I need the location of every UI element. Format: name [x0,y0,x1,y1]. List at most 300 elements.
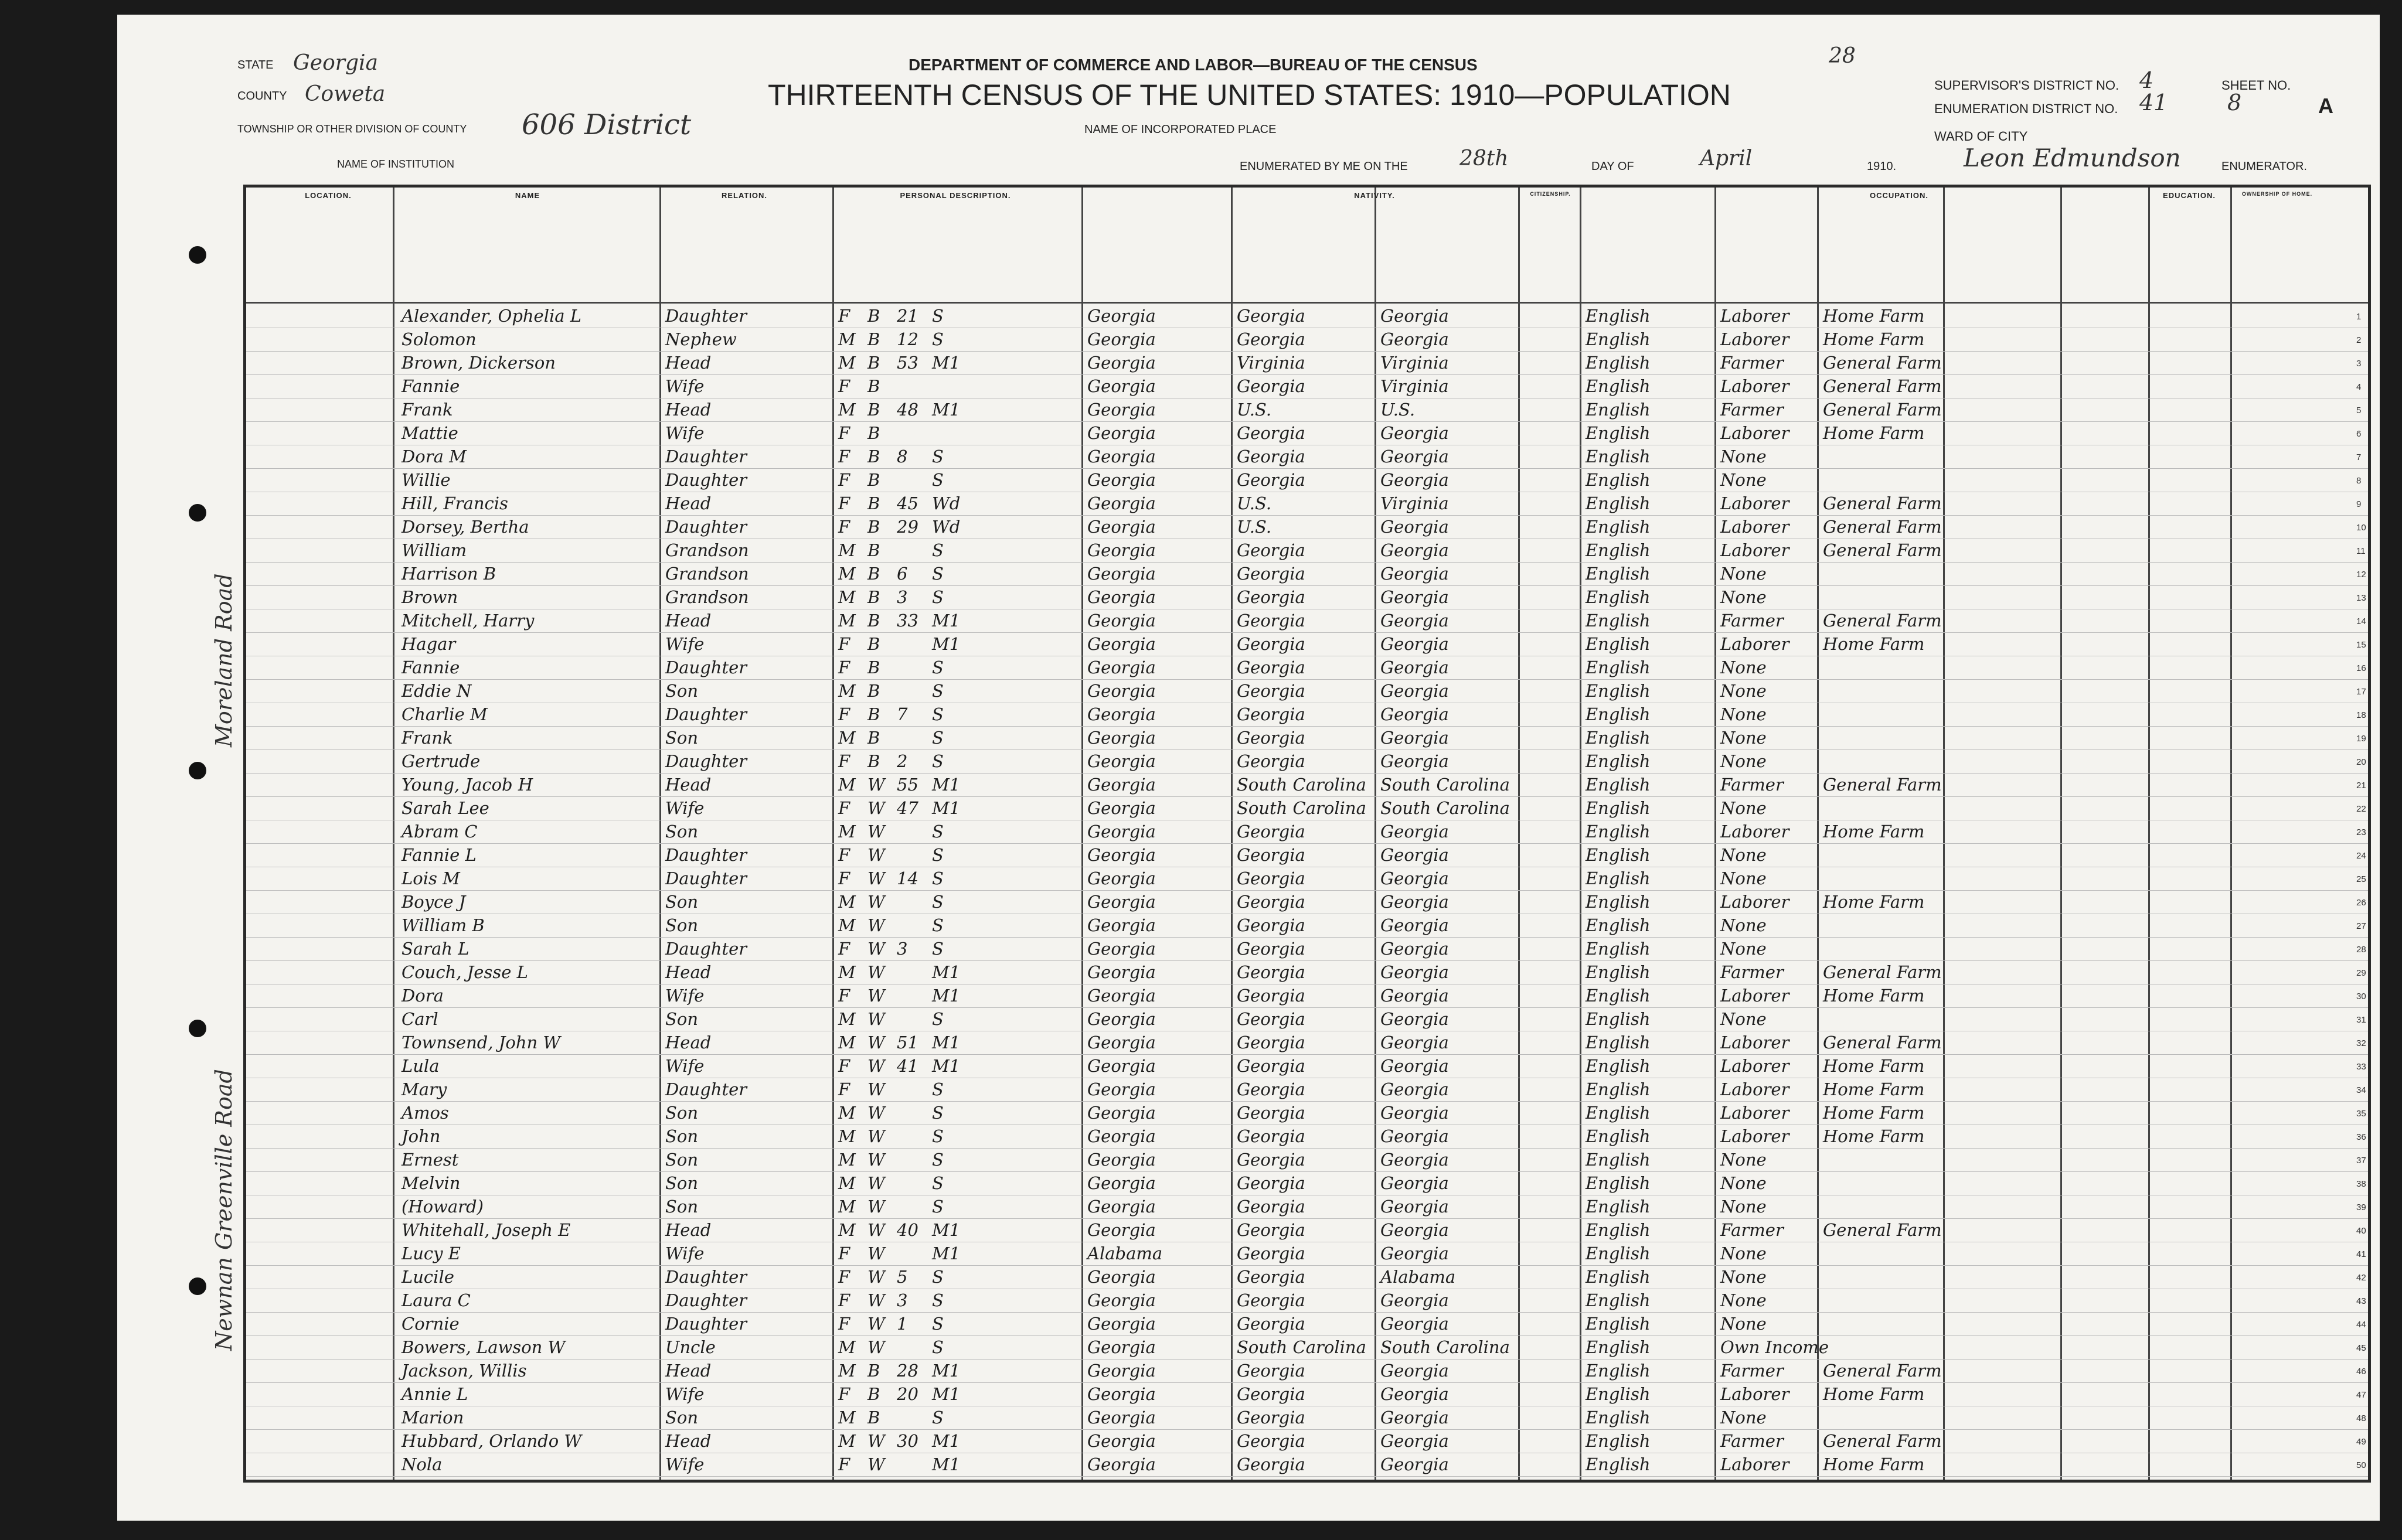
cell-birth: Georgia [1087,517,1156,537]
cell-father: Georgia [1237,1103,1305,1123]
cell-name: Gertrude [402,751,481,771]
cell-industry: Home Farm [1823,892,1925,912]
cell-relation: Son [665,915,699,935]
cell-birth: Georgia [1087,1267,1156,1287]
enumerated-label: ENUMERATED BY ME ON THE [1240,160,1408,173]
cell-mother: Georgia [1380,1126,1449,1146]
cell-marital: S [932,728,944,748]
cell-sex: F [838,493,850,513]
cell-race: W [867,798,885,818]
cell-birth: Georgia [1087,447,1156,466]
table-row [246,398,2368,422]
cell-trade: Laborer [1720,822,1789,841]
cell-birth: Georgia [1087,376,1156,396]
cell-father: South Carolina [1237,1337,1366,1357]
cell-race: W [867,1033,885,1052]
cell-marital: S [932,845,944,865]
cell-sex: M [838,1173,856,1193]
cell-industry: General Farm [1823,376,1942,396]
cell-birth: Georgia [1087,1361,1156,1381]
cell-marital: S [932,1009,944,1029]
cell-father: Georgia [1237,1384,1305,1404]
col-occupation: OCCUPATION. [1869,191,1929,200]
cell-birth: Georgia [1087,1384,1156,1404]
line-number: 23 [2356,827,2366,837]
cell-relation: Wife [665,376,705,396]
cell-birth: Georgia [1087,1454,1156,1474]
cell-father: Georgia [1237,657,1305,677]
cell-relation: Daughter [665,751,747,771]
line-number: 42 [2356,1273,2366,1283]
cell-race: B [867,493,880,513]
cell-sex: F [838,447,850,466]
cell-name: Mary [402,1079,447,1099]
cell-mother: Georgia [1380,822,1449,841]
cell-industry: Home Farm [1823,1079,1925,1099]
road-note-lower: Newnan Greenville Road [211,1069,237,1351]
cell-age: 5 [897,1267,908,1287]
cell-relation: Son [665,1408,699,1427]
census-title: THIRTEENTH CENSUS OF THE UNITED STATES: 1910—POPULATION [768,79,1731,111]
cell-birth: Georgia [1087,1056,1156,1076]
cell-mother: Georgia [1380,517,1449,537]
cell-sex: M [838,1103,856,1123]
cell-race: B [867,400,880,420]
cell-birth: Georgia [1087,1408,1156,1427]
cell-age: 14 [897,868,918,888]
cell-name: William B [402,915,485,935]
cell-marital: M1 [932,1431,961,1451]
table-row [246,1453,2368,1477]
cell-father: Georgia [1237,1431,1305,1451]
cell-marital: S [932,1126,944,1146]
line-number: 6 [2356,429,2362,439]
cell-trade: Laborer [1720,517,1789,537]
cell-marital: M1 [932,1361,961,1381]
enumerator-label: ENUMERATOR. [2221,160,2307,173]
cell-industry: Home Farm [1823,1126,1925,1146]
table-row [246,844,2368,867]
cell-age: 33 [897,611,918,631]
cell-marital: S [932,1267,944,1287]
cell-industry: Home Farm [1823,986,1925,1006]
cell-industry: General Farm [1823,775,1942,795]
cell-sex: F [838,868,850,888]
cell-birth: Georgia [1087,1290,1156,1310]
cell-industry: Home Farm [1823,1103,1925,1123]
cell-father: Georgia [1237,1009,1305,1029]
line-number: 32 [2356,1038,2366,1048]
cell-industry: General Farm [1823,611,1942,631]
cell-sex: F [838,1267,850,1287]
cell-father: Georgia [1237,1243,1305,1263]
line-number: 18 [2356,710,2366,720]
cell-name: Nola [402,1454,443,1474]
enumerated-day: 28th [1459,146,1509,171]
cell-name: John [402,1126,441,1146]
cell-birth: Georgia [1087,400,1156,420]
cell-language: English [1586,962,1651,982]
cell-father: Georgia [1237,611,1305,631]
cell-birth: Georgia [1087,1150,1156,1170]
line-number: 38 [2356,1179,2366,1189]
cell-sex: F [838,306,850,326]
cell-father: Georgia [1237,329,1305,349]
cell-race: W [867,939,885,959]
cell-sex: M [838,540,856,560]
line-number: 24 [2356,851,2366,861]
line-number: 17 [2356,687,2366,697]
cell-mother: Georgia [1380,1243,1449,1263]
cell-mother: Georgia [1380,1314,1449,1334]
cell-race: B [867,704,880,724]
cell-mother: Georgia [1380,587,1449,607]
cell-father: Georgia [1237,1454,1305,1474]
cell-race: W [867,962,885,982]
cell-sex: M [838,1431,856,1451]
cell-mother: Georgia [1380,1384,1449,1404]
enumeration-district-label: ENUMERATION DISTRICT NO. [1934,101,2118,116]
cell-birth: Georgia [1087,1314,1156,1334]
cell-mother: Georgia [1380,1079,1449,1099]
line-number: 43 [2356,1296,2366,1306]
cell-race: W [867,1314,885,1334]
cell-relation: Wife [665,1454,705,1474]
cell-language: English [1586,1384,1651,1404]
table-row [246,469,2368,492]
table-row [246,703,2368,727]
cell-trade: Laborer [1720,423,1789,443]
table-row [246,656,2368,680]
cell-race: B [867,657,880,677]
line-number: 21 [2356,781,2366,791]
cell-industry: Home Farm [1823,1454,1925,1474]
cell-trade: Laborer [1720,306,1789,326]
cell-father: Georgia [1237,1033,1305,1052]
table-row [246,938,2368,961]
cell-birth: Georgia [1087,1197,1156,1217]
cell-trade: Farmer [1720,353,1784,373]
cell-name: Solomon [402,329,477,349]
table-row [246,1383,2368,1406]
cell-marital: S [932,564,944,584]
cell-age: 40 [897,1220,918,1240]
cell-trade: Laborer [1720,1103,1789,1123]
cell-language: English [1586,704,1651,724]
cell-marital: S [932,447,944,466]
cell-mother: Georgia [1380,868,1449,888]
cell-father: Georgia [1237,376,1305,396]
table-row [246,516,2368,539]
cell-language: English [1586,611,1651,631]
table-row [246,1008,2368,1031]
cell-mother: Georgia [1380,1220,1449,1240]
cell-race: W [867,1009,885,1029]
cell-race: W [867,822,885,841]
cell-mother: Virginia [1380,376,1449,396]
cell-name: Young, Jacob H [402,775,533,795]
cell-name: Hagar [402,634,456,654]
col-citizenship: CITIZENSHIP. [1530,191,1571,197]
cell-marital: M1 [932,1384,961,1404]
cell-industry: General Farm [1823,1431,1942,1451]
cell-name: Frank [402,728,453,748]
cell-birth: Georgia [1087,1126,1156,1146]
cell-language: English [1586,329,1651,349]
cell-birth: Alabama [1087,1243,1163,1263]
line-number: 9 [2356,499,2362,509]
cell-birth: Georgia [1087,986,1156,1006]
cell-language: English [1586,306,1651,326]
cell-marital: M1 [932,1056,961,1076]
line-number: 11 [2356,546,2366,556]
punch-hole [189,1020,206,1037]
cell-language: English [1586,564,1651,584]
cell-name: Frank [402,400,453,420]
cell-birth: Georgia [1087,728,1156,748]
county-value: Coweta [305,82,386,106]
cell-age: 12 [897,329,918,349]
cell-sex: M [838,728,856,748]
cell-language: English [1586,400,1651,420]
line-number: 33 [2356,1062,2366,1072]
cell-sex: M [838,822,856,841]
enumerated-month: April [1700,146,1753,171]
cell-trade: None [1720,751,1767,771]
cell-trade: None [1720,1314,1767,1334]
cell-race: W [867,1150,885,1170]
cell-mother: Georgia [1380,1290,1449,1310]
cell-mother: Georgia [1380,892,1449,912]
cell-trade: Farmer [1720,775,1784,795]
cell-name: Mattie [402,423,458,443]
cell-father: Georgia [1237,939,1305,959]
cell-race: W [867,868,885,888]
table-row [246,375,2368,398]
cell-sex: F [838,470,850,490]
cell-sex: M [838,1197,856,1217]
cell-race: B [867,564,880,584]
cell-race: W [867,1337,885,1357]
line-number: 31 [2356,1015,2366,1025]
line-number: 8 [2356,476,2362,486]
enumerator-name: Leon Edmundson [1964,144,2181,172]
cell-mother: Georgia [1380,939,1449,959]
cell-name: Hill, Francis [402,493,508,513]
cell-race: B [867,751,880,771]
cell-relation: Head [665,1220,712,1240]
enumeration-district-value: 41 [2139,90,2168,115]
cell-mother: Georgia [1380,986,1449,1006]
supervisor-district-value: 4 [2139,67,2154,93]
cell-birth: Georgia [1087,470,1156,490]
cell-marital: S [932,1337,944,1357]
table-row [246,1149,2368,1172]
line-number: 13 [2356,593,2366,603]
cell-relation: Head [665,400,712,420]
cell-name: Fannie [402,376,460,396]
cell-father: Georgia [1237,470,1305,490]
cell-sex: F [838,751,850,771]
line-number: 5 [2356,406,2362,415]
table-row [246,1406,2368,1430]
cell-marital: M1 [932,353,961,373]
cell-trade: None [1720,1243,1767,1263]
cell-birth: Georgia [1087,892,1156,912]
cell-age: 7 [897,704,908,724]
cell-sex: M [838,1009,856,1029]
line-number: 46 [2356,1367,2366,1377]
cell-father: Georgia [1237,822,1305,841]
cell-birth: Georgia [1087,704,1156,724]
cell-father: Georgia [1237,634,1305,654]
cell-language: English [1586,1197,1651,1217]
cell-marital: M1 [932,400,961,420]
cell-sex: M [838,400,856,420]
cell-name: Jackson, Willis [402,1361,527,1381]
cell-relation: Head [665,962,712,982]
cell-relation: Wife [665,798,705,818]
cell-trade: None [1720,1150,1767,1170]
cell-father: U.S. [1237,517,1272,537]
cell-age: 45 [897,493,918,513]
cell-relation: Son [665,1150,699,1170]
cell-industry: Home Farm [1823,423,1925,443]
cell-name: Lucile [402,1267,454,1287]
cell-language: English [1586,1431,1651,1451]
cell-age: 2 [897,751,908,771]
cell-trade: None [1720,1290,1767,1310]
cell-industry: General Farm [1823,540,1942,560]
cell-mother: Georgia [1380,915,1449,935]
cell-father: South Carolina [1237,775,1366,795]
cell-age: 21 [897,306,918,326]
cell-father: Georgia [1237,564,1305,584]
cell-trade: None [1720,1197,1767,1217]
cell-language: English [1586,1009,1651,1029]
cell-age: 1 [897,1314,908,1334]
cell-race: B [867,306,880,326]
cell-age: 20 [897,1384,918,1404]
cell-race: W [867,1056,885,1076]
state-value: Georgia [293,51,378,75]
cell-mother: Georgia [1380,329,1449,349]
cell-sex: M [838,611,856,631]
cell-marital: S [932,1103,944,1123]
cell-marital: Wd [932,517,961,537]
line-number: 22 [2356,804,2366,814]
cell-marital: S [932,1173,944,1193]
cell-relation: Head [665,1361,712,1381]
cell-birth: Georgia [1087,915,1156,935]
cell-sex: F [838,634,850,654]
cell-trade: None [1720,704,1767,724]
cell-language: English [1586,1126,1651,1146]
cell-name: Laura C [402,1290,471,1310]
cell-age: 48 [897,400,918,420]
cell-race: W [867,1173,885,1193]
cell-marital: M1 [932,962,961,982]
line-number: 44 [2356,1320,2366,1330]
cell-language: English [1586,1290,1651,1310]
line-number: 10 [2356,523,2366,533]
census-sheet [117,15,2380,1521]
cell-language: English [1586,493,1651,513]
cell-father: Georgia [1237,868,1305,888]
cell-marital: S [932,1197,944,1217]
cell-race: B [867,634,880,654]
table-row [246,1125,2368,1149]
cell-race: W [867,845,885,865]
table-row [246,680,2368,703]
cell-race: W [867,915,885,935]
punch-hole [189,246,206,264]
cell-mother: South Carolina [1380,798,1510,818]
cell-name: Alexander, Ophelia L [402,306,582,326]
sheet-value: 8 [2227,90,2242,115]
cell-race: W [867,1290,885,1310]
cell-relation: Son [665,728,699,748]
cell-trade: None [1720,939,1767,959]
cell-race: W [867,1220,885,1240]
table-row [246,305,2368,328]
department-title: DEPARTMENT OF COMMERCE AND LABOR—BUREAU OF THE CENSUS [909,56,1478,74]
punch-hole [189,504,206,522]
cell-age: 41 [897,1056,918,1076]
county-label: COUNTY [237,90,287,103]
line-number: 41 [2356,1249,2366,1259]
cell-birth: Georgia [1087,1009,1156,1029]
cell-race: W [867,1197,885,1217]
cell-relation: Wife [665,423,705,443]
cell-name: Lois M [402,868,460,888]
table-row [246,1242,2368,1266]
sheet-side: A [2318,94,2333,118]
table-row [246,1102,2368,1125]
cell-father: Georgia [1237,587,1305,607]
cell-sex: M [838,892,856,912]
cell-language: English [1586,775,1651,795]
cell-relation: Daughter [665,657,747,677]
cell-relation: Son [665,681,699,701]
cell-father: Georgia [1237,1197,1305,1217]
cell-marital: S [932,540,944,560]
line-number: 15 [2356,640,2366,650]
cell-father: Georgia [1237,892,1305,912]
cell-marital: S [932,587,944,607]
cell-mother: Georgia [1380,728,1449,748]
table-row [246,1219,2368,1242]
cell-marital: M1 [932,611,961,631]
cell-language: English [1586,376,1651,396]
cell-father: Georgia [1237,447,1305,466]
cell-mother: Georgia [1380,611,1449,631]
cell-birth: Georgia [1087,634,1156,654]
table-row [246,563,2368,586]
cell-birth: Georgia [1087,423,1156,443]
cell-race: B [867,587,880,607]
cell-marital: S [932,868,944,888]
cell-trade: Laborer [1720,376,1789,396]
cell-relation: Grandson [665,540,749,560]
cell-marital: S [932,1290,944,1310]
cell-father: Georgia [1237,1361,1305,1381]
cell-race: W [867,892,885,912]
cell-birth: Georgia [1087,329,1156,349]
cell-race: B [867,1408,880,1427]
ward-label: WARD OF CITY [1934,129,2028,144]
cell-birth: Georgia [1087,822,1156,841]
